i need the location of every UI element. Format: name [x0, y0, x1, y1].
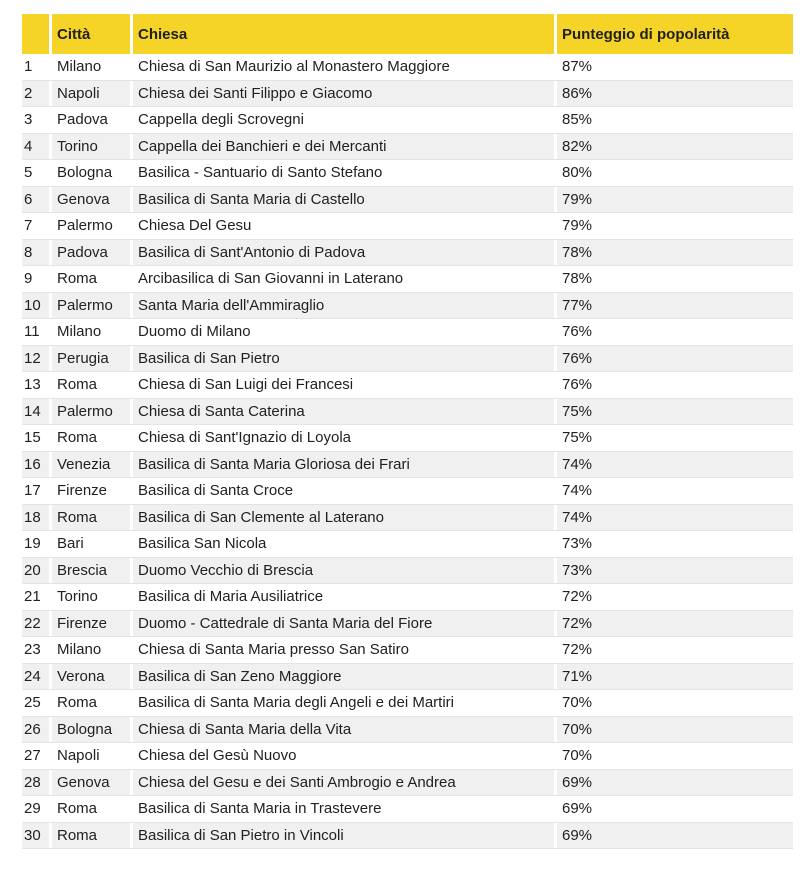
rank-cell: 18	[22, 505, 49, 531]
rank-cell: 30	[22, 823, 49, 849]
rank-cell: 28	[22, 770, 49, 796]
city-cell: Genova	[52, 187, 130, 213]
city-cell: Genova	[52, 770, 130, 796]
score-cell: 79%	[557, 187, 793, 213]
score-cell: 86%	[557, 81, 793, 107]
city-cell: Palermo	[52, 399, 130, 425]
popularity-table	[22, 14, 793, 849]
table-row	[22, 743, 793, 770]
rank-cell: 24	[22, 664, 49, 690]
score-cell: 73%	[557, 531, 793, 557]
city-cell: Milano	[52, 54, 130, 80]
score-cell: 78%	[557, 266, 793, 292]
rank-cell: 4	[22, 134, 49, 160]
church-cell: Duomo - Cattedrale di Santa Maria del Fiore	[133, 611, 554, 637]
score-cell: 76%	[557, 346, 793, 372]
score-cell: 74%	[557, 478, 793, 504]
header-score: Punteggio di popolarità	[557, 14, 793, 54]
score-cell: 79%	[557, 213, 793, 239]
score-cell: 71%	[557, 664, 793, 690]
table-row	[22, 584, 793, 611]
table-row	[22, 823, 793, 850]
city-cell: Verona	[52, 664, 130, 690]
church-cell: Santa Maria dell'Ammiraglio	[133, 293, 554, 319]
church-cell: Basilica di San Zeno Maggiore	[133, 664, 554, 690]
city-cell: Torino	[52, 134, 130, 160]
table-row	[22, 558, 793, 585]
city-cell: Milano	[52, 637, 130, 663]
table-row	[22, 81, 793, 108]
score-cell: 70%	[557, 743, 793, 769]
table-row	[22, 770, 793, 797]
rank-cell: 29	[22, 796, 49, 822]
rank-cell: 22	[22, 611, 49, 637]
score-cell: 72%	[557, 637, 793, 663]
table-row	[22, 452, 793, 479]
rank-cell: 27	[22, 743, 49, 769]
header-city: Città	[52, 14, 130, 54]
city-cell: Bari	[52, 531, 130, 557]
table-row	[22, 293, 793, 320]
city-cell: Perugia	[52, 346, 130, 372]
table-row	[22, 425, 793, 452]
rank-cell: 26	[22, 717, 49, 743]
city-cell: Padova	[52, 107, 130, 133]
city-cell: Napoli	[52, 743, 130, 769]
city-cell: Bologna	[52, 717, 130, 743]
rank-cell: 19	[22, 531, 49, 557]
table-header-row	[22, 14, 793, 54]
table-row	[22, 319, 793, 346]
church-cell: Chiesa dei Santi Filippo e Giacomo	[133, 81, 554, 107]
table-row	[22, 346, 793, 373]
city-cell: Padova	[52, 240, 130, 266]
rank-cell: 8	[22, 240, 49, 266]
church-cell: Chiesa Del Gesu	[133, 213, 554, 239]
rank-cell: 10	[22, 293, 49, 319]
city-cell: Firenze	[52, 611, 130, 637]
rank-cell: 5	[22, 160, 49, 186]
city-cell: Napoli	[52, 81, 130, 107]
rank-cell: 3	[22, 107, 49, 133]
rank-cell: 12	[22, 346, 49, 372]
rank-cell: 13	[22, 372, 49, 398]
church-cell: Chiesa del Gesù Nuovo	[133, 743, 554, 769]
church-cell: Basilica di Maria Ausiliatrice	[133, 584, 554, 610]
city-cell: Venezia	[52, 452, 130, 478]
table-row	[22, 134, 793, 161]
table-row	[22, 690, 793, 717]
score-cell: 74%	[557, 452, 793, 478]
church-cell: Cappella degli Scrovegni	[133, 107, 554, 133]
score-cell: 70%	[557, 717, 793, 743]
score-cell: 85%	[557, 107, 793, 133]
church-cell: Chiesa di Santa Maria della Vita	[133, 717, 554, 743]
rank-cell: 25	[22, 690, 49, 716]
church-cell: Chiesa di Santa Maria presso San Satiro	[133, 637, 554, 663]
rank-cell: 7	[22, 213, 49, 239]
table-row	[22, 240, 793, 267]
city-cell: Bologna	[52, 160, 130, 186]
city-cell: Torino	[52, 584, 130, 610]
score-cell: 69%	[557, 796, 793, 822]
rank-cell: 14	[22, 399, 49, 425]
church-cell: Basilica di Santa Maria in Trastevere	[133, 796, 554, 822]
table-row	[22, 187, 793, 214]
score-cell: 73%	[557, 558, 793, 584]
score-cell: 74%	[557, 505, 793, 531]
church-cell: Chiesa del Gesu e dei Santi Ambrogio e Andrea	[133, 770, 554, 796]
church-cell: Basilica di Santa Maria degli Angeli e dei Martiri	[133, 690, 554, 716]
city-cell: Milano	[52, 319, 130, 345]
church-cell: Chiesa di Santa Caterina	[133, 399, 554, 425]
rank-cell: 23	[22, 637, 49, 663]
score-cell: 72%	[557, 611, 793, 637]
city-cell: Palermo	[52, 213, 130, 239]
table-row	[22, 372, 793, 399]
score-cell: 75%	[557, 425, 793, 451]
church-cell: Chiesa di San Luigi dei Francesi	[133, 372, 554, 398]
city-cell: Roma	[52, 505, 130, 531]
city-cell: Roma	[52, 425, 130, 451]
church-cell: Basilica di Santa Maria di Castello	[133, 187, 554, 213]
table-row	[22, 54, 793, 81]
church-cell: Arcibasilica di San Giovanni in Laterano	[133, 266, 554, 292]
church-cell: Basilica San Nicola	[133, 531, 554, 557]
table-row	[22, 531, 793, 558]
table-row	[22, 213, 793, 240]
table-row	[22, 505, 793, 532]
score-cell: 70%	[557, 690, 793, 716]
city-cell: Palermo	[52, 293, 130, 319]
header-rank	[22, 14, 49, 54]
table-row	[22, 107, 793, 134]
rank-cell: 2	[22, 81, 49, 107]
city-cell: Firenze	[52, 478, 130, 504]
score-cell: 87%	[557, 54, 793, 80]
church-cell: Basilica di San Pietro	[133, 346, 554, 372]
score-cell: 69%	[557, 770, 793, 796]
table-row	[22, 399, 793, 426]
church-cell: Basilica di Santa Maria Gloriosa dei Frari	[133, 452, 554, 478]
rank-cell: 21	[22, 584, 49, 610]
church-cell: Basilica di San Pietro in Vincoli	[133, 823, 554, 849]
city-cell: Roma	[52, 372, 130, 398]
table-row	[22, 664, 793, 691]
church-cell: Duomo di Milano	[133, 319, 554, 345]
church-cell: Basilica di Santa Croce	[133, 478, 554, 504]
table-row	[22, 796, 793, 823]
city-cell: Roma	[52, 266, 130, 292]
city-cell: Roma	[52, 823, 130, 849]
table-row	[22, 717, 793, 744]
score-cell: 75%	[557, 399, 793, 425]
header-church: Chiesa	[133, 14, 554, 54]
church-cell: Chiesa di San Maurizio al Monastero Maggiore	[133, 54, 554, 80]
rank-cell: 16	[22, 452, 49, 478]
score-cell: 69%	[557, 823, 793, 849]
rank-cell: 20	[22, 558, 49, 584]
rank-cell: 9	[22, 266, 49, 292]
score-cell: 82%	[557, 134, 793, 160]
church-cell: Chiesa di Sant'Ignazio di Loyola	[133, 425, 554, 451]
rank-cell: 15	[22, 425, 49, 451]
rank-cell: 17	[22, 478, 49, 504]
table-row	[22, 160, 793, 187]
city-cell: Brescia	[52, 558, 130, 584]
score-cell: 76%	[557, 319, 793, 345]
city-cell: Roma	[52, 796, 130, 822]
score-cell: 76%	[557, 372, 793, 398]
table-row	[22, 478, 793, 505]
score-cell: 72%	[557, 584, 793, 610]
score-cell: 78%	[557, 240, 793, 266]
church-cell: Basilica di Sant'Antonio di Padova	[133, 240, 554, 266]
city-cell: Roma	[52, 690, 130, 716]
church-cell: Basilica - Santuario di Santo Stefano	[133, 160, 554, 186]
table-row	[22, 637, 793, 664]
rank-cell: 6	[22, 187, 49, 213]
church-cell: Duomo Vecchio di Brescia	[133, 558, 554, 584]
rank-cell: 11	[22, 319, 49, 345]
score-cell: 80%	[557, 160, 793, 186]
church-cell: Basilica di San Clemente al Laterano	[133, 505, 554, 531]
table-body	[22, 54, 793, 849]
score-cell: 77%	[557, 293, 793, 319]
rank-cell: 1	[22, 54, 49, 80]
table-row	[22, 266, 793, 293]
table-row	[22, 611, 793, 638]
church-cell: Cappella dei Banchieri e dei Mercanti	[133, 134, 554, 160]
